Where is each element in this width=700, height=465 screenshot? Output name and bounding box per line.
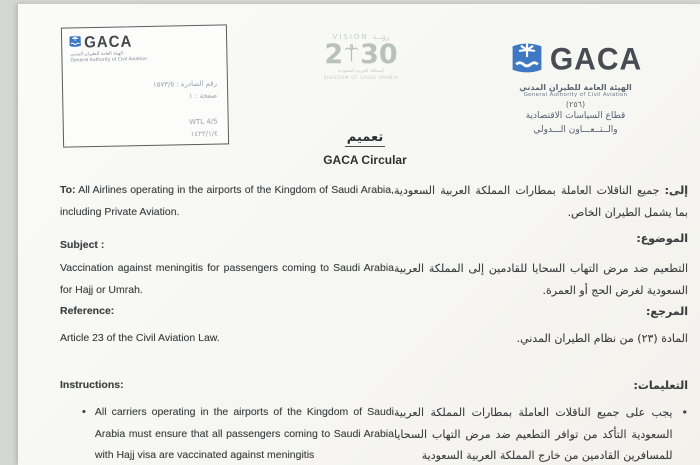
stamp-line-date: ١٤٢٢/١/٤ [190, 129, 219, 139]
sector-name-line1: قطاع السياسات الاقتصادية [525, 111, 626, 121]
vision-digit-30: 30 [360, 39, 398, 70]
bullet-icon: • [82, 406, 86, 418]
gaca-name-arabic-small: الهيئة العامة للطيران المدني [70, 51, 124, 58]
bullet-icon: • [681, 406, 688, 419]
instructions-label-arabic: التعليمات: [633, 379, 688, 392]
title-arabic: تعميم [346, 130, 384, 145]
document-title [310, 126, 420, 167]
sector-name-line2: والــتــعـــاون الـــدولي [533, 125, 618, 135]
reference-label-english: Reference: [60, 305, 115, 317]
gaca-flag-icon [68, 33, 82, 52]
vision-word-en: VISION [332, 33, 369, 41]
reference-text-arabic: المادة (٢٣) من نظام الطيران المدني. [516, 332, 688, 345]
gaca-name-english-small: General Authority of Civil Aviation [70, 56, 147, 64]
gaca-wordmark: GACA [83, 32, 133, 52]
gaca-wordmark: GACA [549, 42, 643, 77]
to-paragraph-english: To: All Airlines operating in the airports of the Kingdom of Saudi Arabia, including Private Aviation. [60, 184, 394, 218]
gaca-name-arabic: الهيئة العامة للطيران المدني [519, 83, 632, 92]
vision-kingdom-english: KINGDOM OF SAUDI ARABIA [323, 75, 399, 81]
vision-word-ar: رؤيــة [372, 33, 390, 41]
stamp-handwritten-lines [153, 78, 218, 141]
vision-digit-2: 2 [324, 39, 344, 70]
gaca-flag-icon [509, 40, 545, 80]
circular-number: (٢٥٦) [565, 100, 586, 109]
subject-text-arabic: التطعيم ضد مرض التهاب السحايا للقادمين إلى المملكة العربية السعودية لغرض الحج أو العمرة. [394, 262, 688, 297]
subject-label-arabic: الموضوع: [636, 232, 688, 245]
stamp-line-code: WTL 4/5 [189, 117, 218, 127]
gaca-letterhead [473, 40, 678, 137]
scanned-circular-page [18, 4, 700, 465]
vision-2030-year [305, 41, 417, 69]
title-english: GACA Circular [323, 153, 407, 167]
instruction-bullet-arabic: • يجب على جميع الناقلات العاملة بمطارات المملكة العربية السعودية التأكد من توافر التطعيم ضد مرض التهاب السحايا للمسافرين القادمين من خارج المملكة العربية السعودية [394, 402, 688, 465]
subject-label-english: Subject : [60, 239, 105, 251]
vision-2030-logo [305, 33, 417, 82]
to-paragraph-arabic: إلى: جميع الناقلات العاملة بمطارات المملكة العربية السعودية بما يشمل الطيران الخاص. [394, 184, 688, 219]
to-label-arabic: إلى: [664, 184, 688, 197]
subject-text-english: Vaccination against meningitis for passengers coming to Saudi Arabia for Hajj or Umrah. [60, 262, 394, 296]
instructions-label-english: Instructions: [60, 379, 124, 391]
reference-label-arabic: المرجع: [646, 305, 688, 318]
stamp-line-number: رقم الصادرة : ١٥٧٣/٥ [152, 79, 218, 89]
gaca-name-english: General Authority of Civil Aviation [523, 92, 628, 98]
to-label-english: To: [60, 184, 76, 196]
reference-text-english: Article 23 of the Civil Aviation Law. [60, 332, 220, 344]
received-stamp-box [61, 24, 229, 147]
palm-tree-icon [344, 41, 359, 69]
vision-kingdom-arabic: المملكة العربية السعودية [337, 69, 385, 74]
stamp-line-page: صفحة : ١ [188, 91, 218, 101]
instruction-bullet-english: • All carriers operating in the airports of the Kingdom of Saudi Arabia must ensure that all passengers coming to Saudi Arabia with Hajj visa are vaccinated against meningitis [60, 402, 394, 465]
